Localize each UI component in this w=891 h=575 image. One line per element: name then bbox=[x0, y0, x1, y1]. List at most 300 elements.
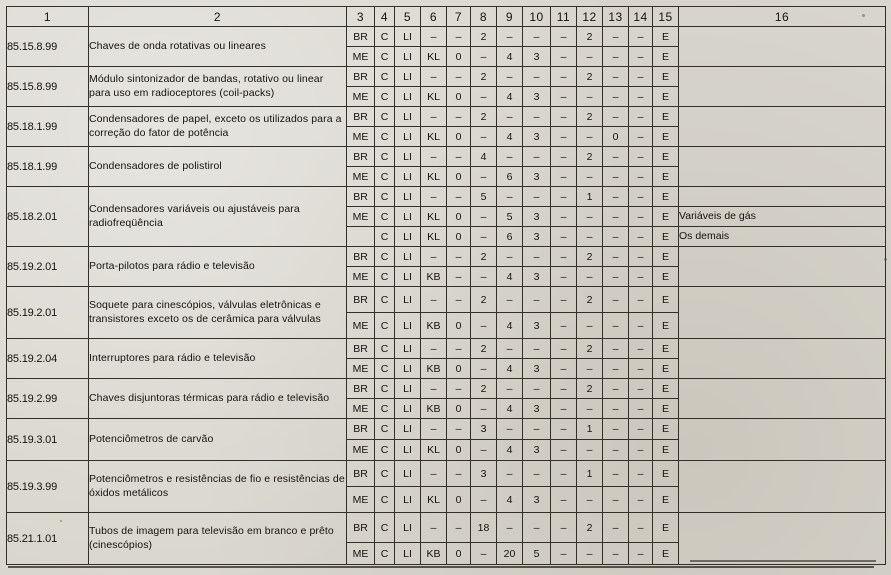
cell-c9: 4 bbox=[497, 399, 523, 419]
cell-c4: C bbox=[375, 27, 395, 47]
cell-c12: 1 bbox=[577, 461, 603, 487]
cell-c8: – bbox=[471, 227, 497, 247]
cell-c15: E bbox=[653, 107, 679, 127]
cell-c15: E bbox=[653, 513, 679, 543]
cell-c5: LI bbox=[395, 227, 421, 247]
cell-c11: – bbox=[551, 487, 577, 513]
cell-c13: – bbox=[603, 313, 629, 339]
cell-c14: – bbox=[629, 359, 653, 379]
cell-c14: – bbox=[629, 27, 653, 47]
cell-c13: – bbox=[603, 543, 629, 565]
cell-c10: – bbox=[523, 147, 551, 167]
cell-c3: BR bbox=[347, 27, 375, 47]
cell-c4: C bbox=[375, 379, 395, 399]
table-row bbox=[7, 461, 886, 487]
cell-c6: KB bbox=[421, 267, 447, 287]
cell-c11: – bbox=[551, 513, 577, 543]
cell-c8: 2 bbox=[471, 27, 497, 47]
cell-c7: – bbox=[447, 147, 471, 167]
cell-c5: LI bbox=[395, 487, 421, 513]
cell-c13: – bbox=[603, 339, 629, 359]
cell-c8: 5 bbox=[471, 187, 497, 207]
cell-c6: KL bbox=[421, 47, 447, 67]
cell-c15: E bbox=[653, 147, 679, 167]
cell-c9: 4 bbox=[497, 47, 523, 67]
cell-c3: ME bbox=[347, 440, 375, 461]
cell-c6: – bbox=[421, 461, 447, 487]
cell-c5: LI bbox=[395, 167, 421, 187]
cell-c4: C bbox=[375, 127, 395, 147]
cell-c9: – bbox=[497, 461, 523, 487]
row-description: Condensadores variáveis ou ajustáveis para radiofreqüência bbox=[89, 187, 347, 247]
cell-c9: 5 bbox=[497, 207, 523, 227]
cell-c7: – bbox=[447, 461, 471, 487]
cell-c11: – bbox=[551, 287, 577, 313]
cell-c3: ME bbox=[347, 167, 375, 187]
cell-c12: – bbox=[577, 359, 603, 379]
cell-c12: – bbox=[577, 87, 603, 107]
cell-c8: – bbox=[471, 543, 497, 565]
cell-c10: – bbox=[523, 27, 551, 47]
cell-c8: 2 bbox=[471, 107, 497, 127]
cell-c11: – bbox=[551, 440, 577, 461]
cell-c12: – bbox=[577, 440, 603, 461]
cell-c3: ME bbox=[347, 487, 375, 513]
row-code: 85.19.3.99 bbox=[7, 461, 89, 513]
cell-c3 bbox=[347, 227, 375, 247]
cell-c14: – bbox=[629, 461, 653, 487]
page-bottom-rule bbox=[8, 566, 874, 568]
cell-c15: E bbox=[653, 87, 679, 107]
cell-c7: 0 bbox=[447, 487, 471, 513]
cell-c14: – bbox=[629, 287, 653, 313]
cell-c10: 3 bbox=[523, 227, 551, 247]
cell-c7: – bbox=[447, 247, 471, 267]
row-observation bbox=[679, 247, 886, 287]
cell-c3: BR bbox=[347, 513, 375, 543]
cell-c10: – bbox=[523, 513, 551, 543]
cell-c12: – bbox=[577, 207, 603, 227]
row-code: 85.18.1.99 bbox=[7, 147, 89, 187]
row-code: 85.19.2.01 bbox=[7, 287, 89, 339]
cell-c13: – bbox=[603, 379, 629, 399]
cell-c3: BR bbox=[347, 107, 375, 127]
cell-c11: – bbox=[551, 187, 577, 207]
cell-c3: BR bbox=[347, 339, 375, 359]
row-description: Condensadores de papel, exceto os utilizados para a correção do fator de potência bbox=[89, 107, 347, 147]
cell-c6: – bbox=[421, 67, 447, 87]
cell-c6: – bbox=[421, 187, 447, 207]
column-header-9: 9 bbox=[497, 7, 523, 27]
cell-c15: E bbox=[653, 461, 679, 487]
cell-c14: – bbox=[629, 127, 653, 147]
row-description: Porta-pilotos para rádio e televisão bbox=[89, 247, 347, 287]
table-row bbox=[7, 379, 886, 399]
cell-c3: ME bbox=[347, 543, 375, 565]
cell-c7: – bbox=[447, 267, 471, 287]
cell-c14: – bbox=[629, 339, 653, 359]
cell-c6: – bbox=[421, 27, 447, 47]
cell-c12: – bbox=[577, 399, 603, 419]
table-row bbox=[7, 107, 886, 127]
cell-c15: E bbox=[653, 167, 679, 187]
cell-c10: – bbox=[523, 339, 551, 359]
cell-c10: 5 bbox=[523, 543, 551, 565]
cell-c3: BR bbox=[347, 187, 375, 207]
row-observation bbox=[679, 379, 886, 419]
cell-c14: – bbox=[629, 487, 653, 513]
cell-c6: KL bbox=[421, 207, 447, 227]
row-description: Condensadores de polistirol bbox=[89, 147, 347, 187]
cell-c7: – bbox=[447, 287, 471, 313]
cell-c15: E bbox=[653, 440, 679, 461]
table-row bbox=[7, 247, 886, 267]
row-code: 85.18.2.01 bbox=[7, 187, 89, 247]
cell-c13: – bbox=[603, 419, 629, 440]
cell-c15: E bbox=[653, 399, 679, 419]
cell-c11: – bbox=[551, 127, 577, 147]
row-description: Potenciômetros de carvão bbox=[89, 419, 347, 461]
cell-c7: 0 bbox=[447, 127, 471, 147]
cell-c5: LI bbox=[395, 399, 421, 419]
row-description: Soquete para cinescópios, válvulas eletrônicas e transistores exceto os de cerâmica para válvulas bbox=[89, 287, 347, 339]
row-observation bbox=[679, 147, 886, 187]
row-code: 85.18.1.99 bbox=[7, 107, 89, 147]
cell-c10: 3 bbox=[523, 359, 551, 379]
cell-c13: – bbox=[603, 187, 629, 207]
cell-c15: E bbox=[653, 187, 679, 207]
cell-c6: KB bbox=[421, 543, 447, 565]
cell-c12: – bbox=[577, 227, 603, 247]
cell-c4: C bbox=[375, 207, 395, 227]
cell-c4: C bbox=[375, 461, 395, 487]
row-description: Módulo sintonizador de bandas, rotativo ou linear para uso em radioceptores (coil-packs) bbox=[89, 67, 347, 107]
cell-c9: – bbox=[497, 379, 523, 399]
column-header-11: 11 bbox=[551, 7, 577, 27]
row-code: 85.19.2.99 bbox=[7, 379, 89, 419]
cell-c4: C bbox=[375, 267, 395, 287]
cell-c6: – bbox=[421, 419, 447, 440]
cell-c14: – bbox=[629, 399, 653, 419]
cell-c12: 2 bbox=[577, 339, 603, 359]
row-code: 85.15.8.99 bbox=[7, 67, 89, 107]
table-header-row bbox=[7, 7, 886, 27]
column-header-1: 1 bbox=[7, 7, 89, 27]
column-header-2: 2 bbox=[89, 7, 347, 27]
cell-c12: 1 bbox=[577, 187, 603, 207]
cell-c5: LI bbox=[395, 359, 421, 379]
cell-c15: E bbox=[653, 247, 679, 267]
cell-c7: 0 bbox=[447, 313, 471, 339]
cell-c6: KB bbox=[421, 359, 447, 379]
cell-c3: ME bbox=[347, 207, 375, 227]
cell-c10: 3 bbox=[523, 399, 551, 419]
cell-c13: 0 bbox=[603, 127, 629, 147]
cell-c12: – bbox=[577, 167, 603, 187]
cell-c11: – bbox=[551, 313, 577, 339]
column-header-16: 16 bbox=[679, 7, 886, 27]
cell-c15: E bbox=[653, 47, 679, 67]
cell-c5: LI bbox=[395, 147, 421, 167]
row-observation bbox=[679, 339, 886, 379]
table-row bbox=[7, 27, 886, 47]
cell-c5: LI bbox=[395, 419, 421, 440]
cell-c15: E bbox=[653, 487, 679, 513]
cell-c6: KB bbox=[421, 313, 447, 339]
cell-c14: – bbox=[629, 167, 653, 187]
row-description: Chaves disjuntoras térmicas para rádio e televisão bbox=[89, 379, 347, 419]
cell-c5: LI bbox=[395, 287, 421, 313]
cell-c4: C bbox=[375, 47, 395, 67]
cell-c3: ME bbox=[347, 127, 375, 147]
cell-c14: – bbox=[629, 47, 653, 67]
column-header-5: 5 bbox=[395, 7, 421, 27]
cell-c10: 3 bbox=[523, 313, 551, 339]
cell-c9: 4 bbox=[497, 127, 523, 147]
cell-c6: KL bbox=[421, 167, 447, 187]
cell-c8: 2 bbox=[471, 287, 497, 313]
row-observation bbox=[679, 513, 886, 565]
table-row bbox=[7, 513, 886, 543]
cell-c8: – bbox=[471, 47, 497, 67]
cell-c4: C bbox=[375, 247, 395, 267]
cell-c5: LI bbox=[395, 379, 421, 399]
cell-c3: BR bbox=[347, 247, 375, 267]
cell-c5: LI bbox=[395, 461, 421, 487]
cell-c4: C bbox=[375, 107, 395, 127]
cell-c7: 0 bbox=[447, 359, 471, 379]
cell-c11: – bbox=[551, 207, 577, 227]
cell-c14: – bbox=[629, 107, 653, 127]
cell-c11: – bbox=[551, 107, 577, 127]
cell-c10: 3 bbox=[523, 207, 551, 227]
cell-c6: KL bbox=[421, 487, 447, 513]
cell-c5: LI bbox=[395, 543, 421, 565]
cell-c14: – bbox=[629, 227, 653, 247]
cell-c7: – bbox=[447, 67, 471, 87]
cell-c12: – bbox=[577, 487, 603, 513]
cell-c7: – bbox=[447, 513, 471, 543]
cell-c7: 0 bbox=[447, 167, 471, 187]
cell-c7: – bbox=[447, 187, 471, 207]
cell-c7: 0 bbox=[447, 87, 471, 107]
cell-c3: ME bbox=[347, 267, 375, 287]
table-row bbox=[7, 419, 886, 440]
cell-c12: 2 bbox=[577, 513, 603, 543]
cell-c8: – bbox=[471, 440, 497, 461]
cell-c13: – bbox=[603, 47, 629, 67]
cell-c10: 3 bbox=[523, 87, 551, 107]
cell-c6: – bbox=[421, 513, 447, 543]
cell-c12: 2 bbox=[577, 147, 603, 167]
row-observation bbox=[679, 27, 886, 67]
classification-table bbox=[6, 6, 886, 565]
column-header-4: 4 bbox=[375, 7, 395, 27]
cell-c13: – bbox=[603, 287, 629, 313]
cell-c3: BR bbox=[347, 379, 375, 399]
cell-c5: LI bbox=[395, 247, 421, 267]
table-row bbox=[7, 67, 886, 87]
cell-c13: – bbox=[603, 67, 629, 87]
cell-c10: 3 bbox=[523, 267, 551, 287]
row-observation bbox=[679, 187, 886, 207]
cell-c14: – bbox=[629, 247, 653, 267]
column-header-8: 8 bbox=[471, 7, 497, 27]
cell-c8: – bbox=[471, 87, 497, 107]
cell-c10: – bbox=[523, 461, 551, 487]
cell-c11: – bbox=[551, 339, 577, 359]
cell-c15: E bbox=[653, 543, 679, 565]
cell-c9: – bbox=[497, 247, 523, 267]
cell-c6: KL bbox=[421, 127, 447, 147]
cell-c7: – bbox=[447, 379, 471, 399]
cell-c6: – bbox=[421, 379, 447, 399]
column-header-6: 6 bbox=[421, 7, 447, 27]
row-description: Chaves de onda rotativas ou lineares bbox=[89, 27, 347, 67]
page-bottom-rule-secondary bbox=[690, 560, 876, 562]
cell-c11: – bbox=[551, 167, 577, 187]
table-row bbox=[7, 147, 886, 167]
cell-c3: BR bbox=[347, 287, 375, 313]
cell-c10: 3 bbox=[523, 47, 551, 67]
cell-c15: E bbox=[653, 227, 679, 247]
cell-c7: – bbox=[447, 339, 471, 359]
row-code: 85.19.2.01 bbox=[7, 247, 89, 287]
cell-c4: C bbox=[375, 227, 395, 247]
cell-c11: – bbox=[551, 27, 577, 47]
cell-c5: LI bbox=[395, 127, 421, 147]
cell-c15: E bbox=[653, 267, 679, 287]
cell-c9: 4 bbox=[497, 359, 523, 379]
cell-c9: – bbox=[497, 287, 523, 313]
cell-c5: LI bbox=[395, 107, 421, 127]
cell-c12: – bbox=[577, 267, 603, 287]
cell-c7: – bbox=[447, 107, 471, 127]
cell-c11: – bbox=[551, 543, 577, 565]
cell-c4: C bbox=[375, 513, 395, 543]
cell-c9: – bbox=[497, 419, 523, 440]
cell-c13: – bbox=[603, 440, 629, 461]
cell-c14: – bbox=[629, 267, 653, 287]
cell-c8: – bbox=[471, 127, 497, 147]
cell-c10: 3 bbox=[523, 440, 551, 461]
cell-c15: E bbox=[653, 27, 679, 47]
cell-c15: E bbox=[653, 339, 679, 359]
cell-c12: 1 bbox=[577, 419, 603, 440]
cell-c13: – bbox=[603, 399, 629, 419]
column-header-15: 15 bbox=[653, 7, 679, 27]
cell-c8: 18 bbox=[471, 513, 497, 543]
cell-c8: 4 bbox=[471, 147, 497, 167]
cell-c10: – bbox=[523, 67, 551, 87]
cell-c10: 3 bbox=[523, 487, 551, 513]
cell-c7: 0 bbox=[447, 227, 471, 247]
cell-c4: C bbox=[375, 487, 395, 513]
cell-c11: – bbox=[551, 359, 577, 379]
cell-c8: – bbox=[471, 167, 497, 187]
cell-c11: – bbox=[551, 267, 577, 287]
cell-c10: – bbox=[523, 287, 551, 313]
cell-c12: – bbox=[577, 543, 603, 565]
cell-c5: LI bbox=[395, 67, 421, 87]
cell-c5: LI bbox=[395, 513, 421, 543]
cell-c9: 4 bbox=[497, 87, 523, 107]
cell-c4: C bbox=[375, 147, 395, 167]
cell-c14: – bbox=[629, 187, 653, 207]
row-description: Potenciômetros e resistências de fio e resistências de óxidos metálicos bbox=[89, 461, 347, 513]
row-code: 85.21.1.01 bbox=[7, 513, 89, 565]
cell-c13: – bbox=[603, 513, 629, 543]
cell-c9: 6 bbox=[497, 167, 523, 187]
cell-c7: – bbox=[447, 27, 471, 47]
row-code: 85.15.8.99 bbox=[7, 27, 89, 67]
cell-c3: BR bbox=[347, 67, 375, 87]
cell-c5: LI bbox=[395, 187, 421, 207]
cell-c7: 0 bbox=[447, 207, 471, 227]
cell-c4: C bbox=[375, 419, 395, 440]
row-observation: Os demais bbox=[679, 227, 886, 247]
row-description: Interruptores para rádio e televisão bbox=[89, 339, 347, 379]
cell-c4: C bbox=[375, 67, 395, 87]
cell-c14: – bbox=[629, 379, 653, 399]
cell-c12: – bbox=[577, 127, 603, 147]
cell-c14: – bbox=[629, 513, 653, 543]
cell-c15: E bbox=[653, 287, 679, 313]
cell-c3: ME bbox=[347, 47, 375, 67]
cell-c15: E bbox=[653, 67, 679, 87]
cell-c9: – bbox=[497, 147, 523, 167]
cell-c13: – bbox=[603, 461, 629, 487]
cell-c6: – bbox=[421, 107, 447, 127]
cell-c6: KB bbox=[421, 399, 447, 419]
cell-c3: BR bbox=[347, 419, 375, 440]
cell-c5: LI bbox=[395, 87, 421, 107]
cell-c6: – bbox=[421, 287, 447, 313]
cell-c8: – bbox=[471, 313, 497, 339]
cell-c4: C bbox=[375, 399, 395, 419]
column-header-10: 10 bbox=[523, 7, 551, 27]
cell-c5: LI bbox=[395, 339, 421, 359]
row-observation bbox=[679, 107, 886, 147]
cell-c6: – bbox=[421, 247, 447, 267]
table-row bbox=[7, 187, 886, 207]
cell-c11: – bbox=[551, 47, 577, 67]
cell-c10: – bbox=[523, 379, 551, 399]
cell-c8: – bbox=[471, 359, 497, 379]
cell-c12: – bbox=[577, 47, 603, 67]
cell-c6: – bbox=[421, 339, 447, 359]
cell-c8: – bbox=[471, 399, 497, 419]
cell-c5: LI bbox=[395, 47, 421, 67]
cell-c14: – bbox=[629, 440, 653, 461]
cell-c12: 2 bbox=[577, 27, 603, 47]
cell-c12: 2 bbox=[577, 107, 603, 127]
table-sheet bbox=[6, 6, 885, 566]
cell-c7: – bbox=[447, 419, 471, 440]
cell-c9: 4 bbox=[497, 440, 523, 461]
cell-c10: – bbox=[523, 419, 551, 440]
cell-c11: – bbox=[551, 147, 577, 167]
cell-c8: 2 bbox=[471, 67, 497, 87]
cell-c13: – bbox=[603, 359, 629, 379]
cell-c7: 0 bbox=[447, 47, 471, 67]
column-header-13: 13 bbox=[603, 7, 629, 27]
row-description: Tubos de imagem para televisão em branco e prêto (cinescópios) bbox=[89, 513, 347, 565]
cell-c3: ME bbox=[347, 359, 375, 379]
cell-c14: – bbox=[629, 419, 653, 440]
cell-c5: LI bbox=[395, 27, 421, 47]
cell-c15: E bbox=[653, 379, 679, 399]
